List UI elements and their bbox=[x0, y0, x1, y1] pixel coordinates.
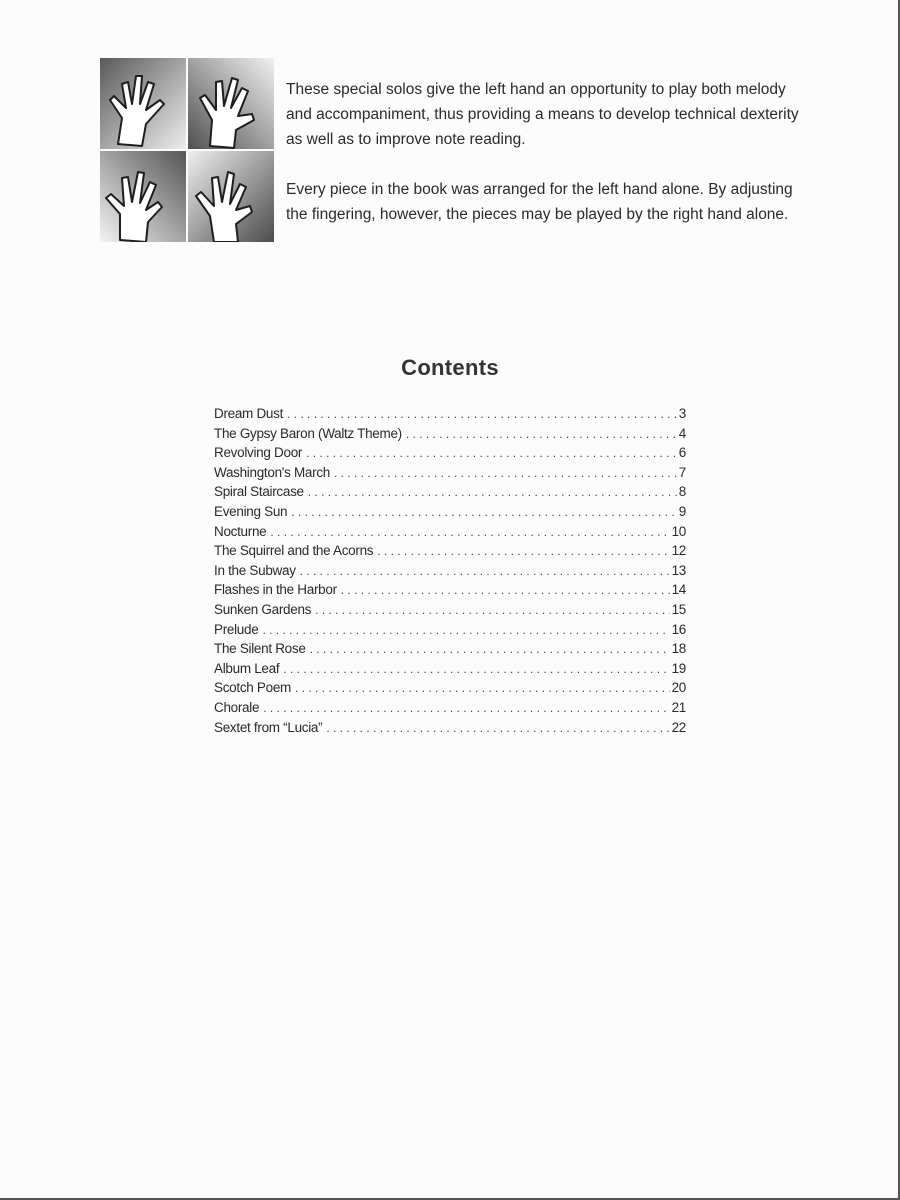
toc-page: 15 bbox=[671, 601, 686, 617]
dot-leader bbox=[334, 466, 677, 480]
toc-page: 10 bbox=[671, 523, 686, 539]
toc-title: Sunken Gardens bbox=[214, 601, 312, 617]
toc-entry bbox=[214, 700, 686, 720]
toc-page: 20 bbox=[671, 680, 686, 696]
toc-page: 4 bbox=[678, 425, 686, 441]
toc-entry bbox=[214, 622, 686, 642]
toc-entry bbox=[214, 445, 686, 465]
toc-entry bbox=[214, 426, 686, 446]
dot-leader bbox=[287, 407, 677, 421]
toc-page: 14 bbox=[671, 582, 686, 598]
toc-entry bbox=[214, 484, 686, 504]
toc-entry bbox=[214, 641, 686, 661]
intro-text bbox=[286, 77, 806, 252]
toc-page: 8 bbox=[678, 484, 686, 500]
toc-title: Album Leaf bbox=[214, 660, 280, 676]
toc-entry bbox=[214, 543, 686, 563]
dot-leader bbox=[308, 485, 677, 499]
dot-leader bbox=[270, 525, 669, 539]
toc-page: 13 bbox=[671, 562, 686, 578]
dot-leader bbox=[326, 721, 669, 735]
dot-leader bbox=[341, 583, 670, 597]
toc-entry bbox=[214, 524, 686, 544]
hands-illustration-icon bbox=[100, 58, 274, 242]
toc-page: 6 bbox=[678, 445, 686, 461]
toc-page: 16 bbox=[671, 621, 686, 637]
contents-heading: Contents bbox=[401, 355, 499, 380]
toc-entry bbox=[214, 582, 686, 602]
toc-title: Flashes in the Harbor bbox=[214, 582, 337, 598]
toc-page: 21 bbox=[671, 699, 686, 715]
toc-entry bbox=[214, 720, 686, 740]
toc-title: Evening Sun bbox=[214, 503, 288, 519]
toc-title: Dream Dust bbox=[214, 406, 284, 421]
intro-paragraph: These special solos give the left hand an opportunity to play both melody and accompaniment, thus providing a means to develop technical dexterity as well as to improve note reading. bbox=[286, 81, 799, 148]
dot-leader bbox=[283, 662, 669, 676]
dot-leader bbox=[300, 564, 670, 578]
toc-entry bbox=[214, 465, 686, 485]
dot-leader bbox=[315, 603, 669, 617]
toc-title: The Squirrel and the Acorns bbox=[214, 543, 374, 559]
table-of-contents bbox=[214, 406, 686, 739]
intro-paragraph: Every piece in the book was arranged for the left hand alone. By adjusting the fingering, however, the pieces may be played by the right hand alone. bbox=[286, 181, 793, 223]
toc-entry bbox=[214, 504, 686, 524]
toc-title: The Gypsy Baron (Waltz Theme) bbox=[214, 425, 402, 441]
toc-title: The Silent Rose bbox=[214, 641, 306, 657]
dot-leader bbox=[406, 427, 677, 441]
toc-page: 7 bbox=[678, 464, 686, 480]
toc-page: 19 bbox=[671, 660, 686, 676]
toc-page: 9 bbox=[678, 503, 686, 519]
toc-entry bbox=[214, 602, 686, 622]
toc-title: Revolving Door bbox=[214, 445, 303, 461]
toc-title: Sextet from “Lucia” bbox=[214, 719, 323, 735]
toc-title: Nocturne bbox=[214, 523, 267, 539]
dot-leader bbox=[377, 544, 669, 558]
toc-page: 3 bbox=[678, 406, 686, 421]
dot-leader bbox=[263, 701, 669, 715]
toc-page: 22 bbox=[671, 719, 686, 735]
toc-entry bbox=[214, 661, 686, 681]
toc-entry bbox=[214, 680, 686, 700]
toc-title: Washington's March bbox=[214, 464, 330, 480]
toc-title: Scotch Poem bbox=[214, 680, 291, 696]
toc-title: Chorale bbox=[214, 699, 260, 715]
dot-leader bbox=[262, 623, 669, 637]
dot-leader bbox=[291, 505, 677, 519]
toc-entry bbox=[214, 406, 686, 426]
toc-title: Spiral Staircase bbox=[214, 484, 304, 500]
toc-page: 18 bbox=[671, 641, 686, 657]
dot-leader bbox=[295, 681, 670, 695]
toc-title: In the Subway bbox=[214, 562, 296, 578]
toc-title: Prelude bbox=[214, 621, 259, 637]
toc-page: 12 bbox=[671, 543, 686, 559]
dot-leader bbox=[306, 446, 677, 460]
dot-leader bbox=[310, 642, 670, 656]
toc-entry bbox=[214, 563, 686, 583]
